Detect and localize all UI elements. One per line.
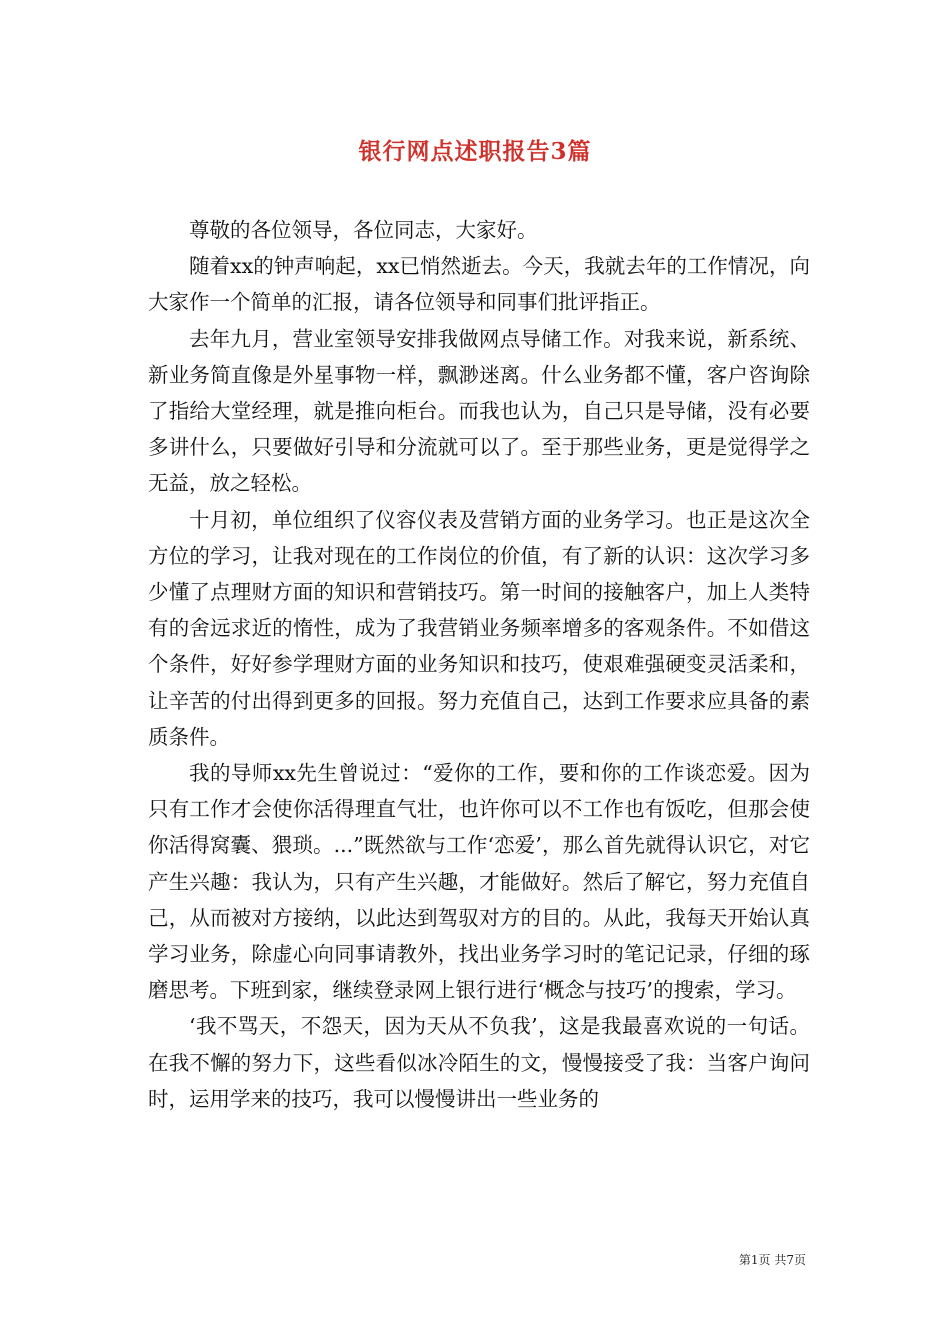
- paragraph-september: 去年九月，营业室领导安排我做网点导储工作。对我来说，新系统、新业务简直像是外星事物一样，飘渺迷离。什么业务都不懂，客户咨询除了指给大堂经理，就是推向柜台。而我也认为，自己只是导储，没有必要多讲什么，只要做好引导和分流就可以了。至于那些业务，更是觉得学之无益，放之轻松。: [148, 326, 810, 496]
- paragraph-mentor: 我的导师xx先生曾说过：“爱你的工作，要和你的工作谈恋爱。因为只有工作才会使你活得理直气壮，也许你可以不工作也有饭吃，但那会使你活得窝囊、猥琐。...”既然欲与工作‘恋爱’，那么首先就得认识它，对它产生兴趣：我认为，只有产生兴趣，才能做好。然后了解它，努力充值自己，从而被对方接纳，以此达到驾驭对方的目的。从此，我每天开始认真学习业务，除虚心向同事请教外，找出业务学习时的笔记记录，仔细的琢磨思考。下班到家，继续登录网上银行进行‘概念与技巧’的搜索，学习。: [148, 761, 810, 1003]
- document-title: 银行网点述职报告3篇: [358, 138, 592, 165]
- page-number-footer: 第1页 共7页: [738, 1253, 806, 1267]
- paragraph-motto: ‘我不骂天，不怨天，因为天从不负我’，这是我最喜欢说的一句话。在我不懈的努力下，这些看似冰冷陌生的文，慢慢接受了我：当客户询问时，运用学来的技巧，我可以慢慢讲出一些业务的: [148, 1014, 810, 1111]
- document-body: [148, 212, 810, 1117]
- paragraph-greeting: 尊敬的各位领导，各位同志，大家好。: [189, 218, 538, 242]
- paragraph-october: 十月初，单位组织了仪容仪表及营销方面的业务学习。也正是这次全方位的学习，让我对现在的工作岗位的价值，有了新的认识：这次学习多少懂了点理财方面的知识和营销技巧。第一时间的接触客户，加上人类特有的舍远求近的惰性，成为了我营销业务频率增多的客观条件。不如借这个条件，好好参学理财方面的业务知识和技巧，使艰难强硬变灵活柔和，让辛苦的付出得到更多的回报。努力充值自己，达到工作要求应具备的素质条件。: [148, 507, 810, 749]
- paragraph-intro: 随着xx的钟声响起，xx已悄然逝去。今天，我就去年的工作情况，向大家作一个简单的汇报，请各位领导和同事们批评指正。: [148, 254, 810, 315]
